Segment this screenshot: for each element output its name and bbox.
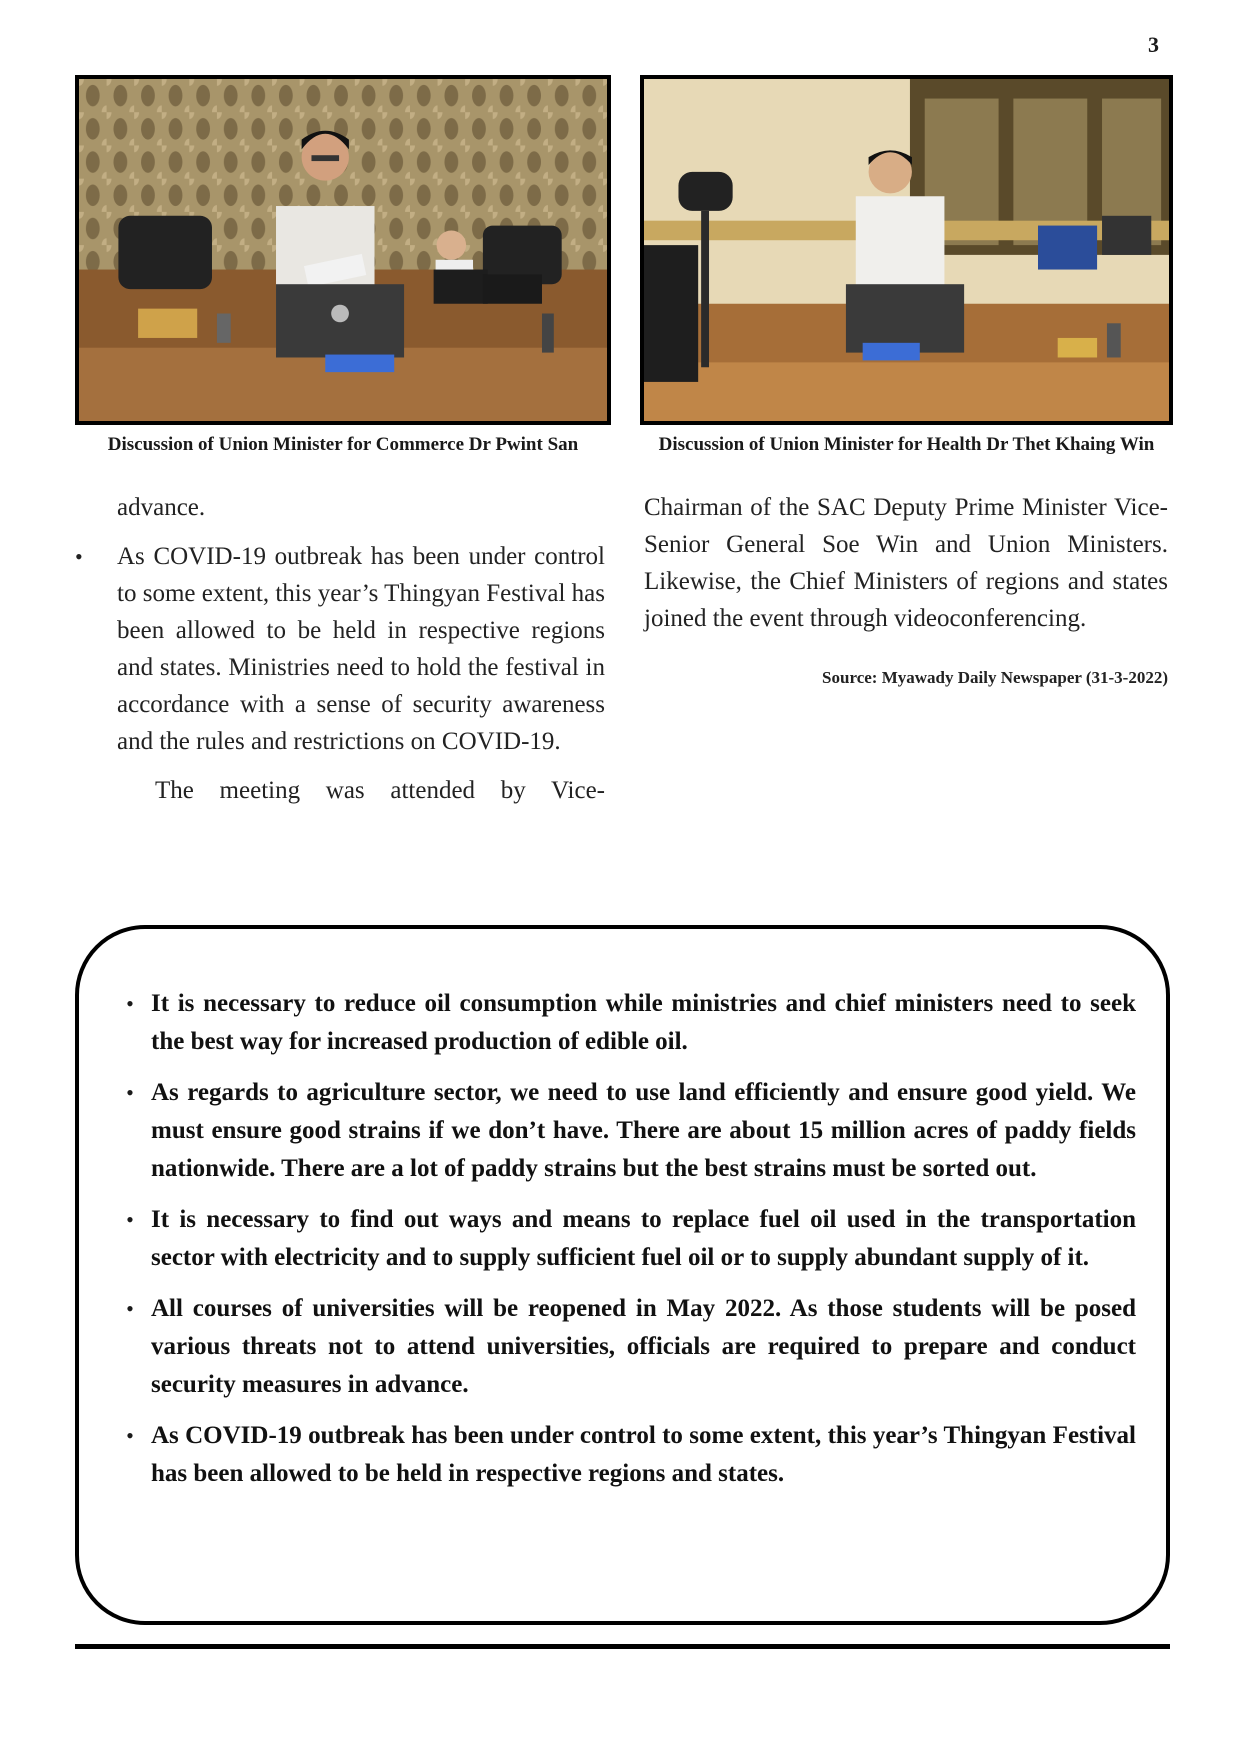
footer-rule (75, 1644, 1170, 1649)
page-number: 3 (1148, 32, 1159, 57)
bullet-text: As COVID-19 outbreak has been under control to some extent, this year’s Thingyan Festival has been allowed to be held in respective regions and states. Ministries need to hold the festival in accordance with a sense of security awareness and the rules and restrictions on COVID-19. (117, 543, 605, 755)
meeting-photo-image (644, 79, 1169, 421)
bullet-icon: • (126, 1080, 134, 1105)
bullet-icon: • (126, 1207, 134, 1232)
list-item (109, 1074, 1136, 1188)
list-item (109, 1201, 1136, 1277)
source-credit: Source: Myawady Daily Newspaper (31-3-2022) (822, 668, 1168, 687)
highlight-text: As regards to agriculture sector, we need to use land efficiently and ensure good yield. We must ensure good strains if we don’t have. There are about 15 million acres of paddy fields nationwide. There are a lot of paddy strains but the best strains must be sorted out. (151, 1079, 1136, 1182)
highlights-list (109, 985, 1136, 1506)
bullet-icon: • (75, 544, 83, 569)
article-left-column (75, 489, 605, 821)
paragraph-text: Chairman of the SAC Deputy Prime Minister Vice-Senior General Soe Win and Union Ministers. Likewise, the Chief Ministers of regions and states joined the event through videoconferencing. (644, 494, 1168, 632)
continuation-text: advance. (117, 494, 206, 521)
list-item (75, 538, 605, 760)
list-item (109, 1290, 1136, 1404)
bullet-icon: • (126, 1296, 134, 1321)
photo-caption: Discussion of Union Minister for Commerce Dr Pwint San (107, 434, 579, 455)
meeting-photo-image (79, 79, 607, 421)
list-item (109, 985, 1136, 1061)
bullet-icon: • (126, 1423, 134, 1448)
bullet-icon: • (126, 991, 134, 1016)
highlight-text: All courses of universities will be reopened in May 2022. As those students will be posed various threats not to attend universities, officials are required to prepare and conduct security measures in advance. (151, 1295, 1136, 1398)
photo-commerce-minister (75, 75, 611, 425)
highlights-box (75, 925, 1170, 1625)
highlight-text: It is necessary to find out ways and means to replace fuel oil used in the transportation sector with electricity and to supply sufficient fuel oil or to supply abundant supply of it. (151, 1206, 1136, 1271)
list-item (109, 1417, 1136, 1493)
paragraph-text: The meeting was attended by Vice- (155, 777, 605, 804)
photo-caption: Discussion of Union Minister for Health Dr Thet Khaing Win (658, 434, 1155, 455)
photo-health-minister (640, 75, 1173, 425)
highlight-text: As COVID-19 outbreak has been under control to some extent, this year’s Thingyan Festival has been allowed to be held in respective regions and states. (151, 1422, 1136, 1487)
highlight-text: It is necessary to reduce oil consumption while ministries and chief ministers need to seek the best way for increased production of edible oil. (151, 990, 1136, 1055)
article-right-column (644, 489, 1168, 689)
